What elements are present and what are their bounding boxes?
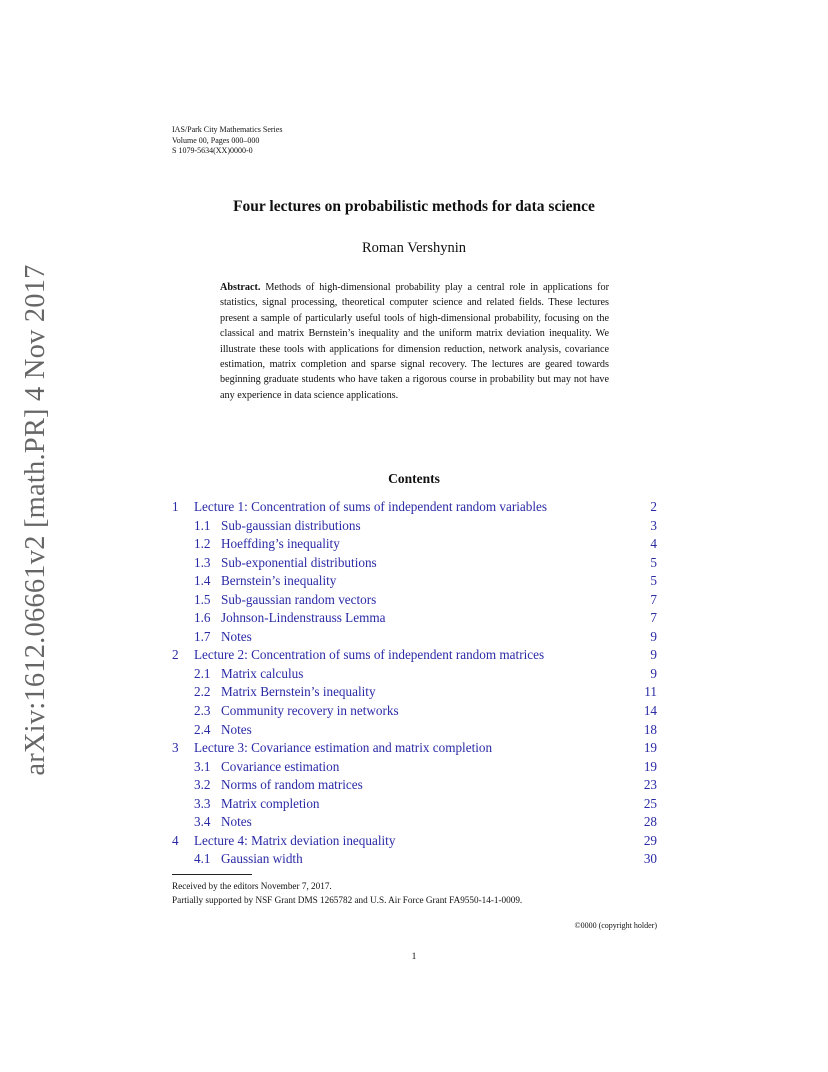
toc-entry-link[interactable]: Sub-exponential distributions [221,554,377,570]
toc-entry-number: 3 [172,740,179,756]
arxiv-stamp-text: arXiv:1612.06661v2 [math.PR] 4 Nov 2017 [20,264,51,776]
toc-entry-link[interactable]: Bernstein’s inequality [221,573,337,589]
toc-entry-number: 3.1 [194,758,211,774]
toc-entry-number: 1.4 [194,573,211,589]
toc-entry-page[interactable]: 5 [650,554,657,570]
toc-entry-number: 2 [172,647,179,663]
toc-entry-page[interactable]: 7 [650,591,657,607]
abstract-text: Methods of high-dimensional probability play a central role in applications for statistics, signal processing, theoretical computer science and related fields. These lectures present a sample of particularly useful tools of high-dimensional probability, focusing on the classical and matrix Bernstein’s inequality and the uniform matrix deviation inequality. We illustrate these tools with applications for dimension reduction, network analysis, covariance estimation, matrix completion and sparse signal recovery. The lectures are geared towards beginning graduate students who have taken a rigorous course in probability but may not have any experience in data science applications. [220,282,609,401]
toc-entry-page[interactable]: 19 [643,758,657,774]
toc-entry-page[interactable]: 9 [650,665,657,681]
toc-entry[interactable] [172,683,657,702]
toc-entry[interactable] [172,776,657,795]
series-name: IAS/Park City Mathematics Series [172,125,283,134]
toc-entry-link[interactable]: Sub-gaussian random vectors [221,591,377,607]
toc-entry-page[interactable]: 11 [644,684,657,700]
toc-entry-number: 1.6 [194,610,211,626]
toc-entry-link[interactable]: Sub-gaussian distributions [221,517,361,533]
toc-entry-link[interactable]: Lecture 2: Concentration of sums of independent random matrices [194,647,545,663]
toc-entry-link[interactable]: Community recovery in networks [221,703,399,719]
toc-entry-page[interactable]: 4 [650,536,657,552]
toc-entry-link[interactable]: Norms of random matrices [221,777,363,793]
toc-entry[interactable] [172,554,657,573]
toc-entry[interactable] [172,665,657,684]
toc-entry-number: 4.1 [194,851,211,867]
page-number: 1 [411,952,417,962]
copyright-notice: ©0000 (copyright holder) [574,921,657,930]
toc-entry-page[interactable]: 18 [643,721,657,737]
toc-entry[interactable] [172,850,657,869]
toc-entry-number: 3.3 [194,795,211,811]
toc-entry[interactable] [172,609,657,628]
contents-heading: Contents [388,471,440,486]
toc-entry-number: 1.1 [194,517,211,533]
toc-entry-link[interactable]: Lecture 3: Covariance estimation and matrix completion [194,740,493,756]
toc-entry[interactable] [172,813,657,832]
footnotes [172,880,522,907]
toc-entry[interactable] [172,517,657,536]
table-of-contents [172,498,657,869]
toc-entry-number: 1.5 [194,591,211,607]
issn-line: S 1079-5634(XX)0000-0 [172,146,253,155]
toc-entry[interactable] [172,702,657,721]
toc-entry-link[interactable]: Lecture 4: Matrix deviation inequality [194,832,396,848]
toc-entry-number: 2.3 [194,703,211,719]
toc-entry-link[interactable]: Notes [221,721,252,737]
toc-entry-link[interactable]: Matrix Bernstein’s inequality [221,684,376,700]
toc-entry-page[interactable]: 9 [650,647,657,663]
toc-entry-link[interactable]: Matrix completion [221,795,320,811]
footnote-received: Received by the editors November 7, 2017. [172,881,332,891]
footnote-funding: Partially supported by NSF Grant DMS 1265782 and U.S. Air Force Grant FA9550-14-1-0009. [172,894,523,905]
author-name: Roman Vershynin [361,240,467,256]
footnote-rule [172,874,252,875]
toc-entry-link[interactable]: Notes [221,628,252,644]
toc-entry[interactable] [172,758,657,777]
toc-entry-page[interactable]: 30 [643,851,657,867]
toc-entry-link[interactable]: Matrix calculus [221,665,304,681]
toc-entry[interactable] [172,535,657,554]
toc-entry-page[interactable]: 3 [650,517,657,533]
toc-entry-number: 1.3 [194,554,211,570]
toc-entry-link[interactable]: Lecture 1: Concentration of sums of independent random variables [194,499,548,514]
toc-entry[interactable] [172,646,657,665]
toc-entry[interactable] [172,721,657,740]
toc-entry-page[interactable]: 19 [643,740,657,756]
toc-entry-number: 3.4 [194,814,211,830]
toc-entry-page[interactable]: 2 [650,499,657,514]
toc-entry-page[interactable]: 25 [643,795,657,811]
toc-entry-number: 1.2 [194,536,211,552]
toc-entry[interactable] [172,739,657,758]
volume-info: Volume 00, Pages 000–000 [172,135,260,145]
toc-entry-page[interactable]: 14 [643,703,657,719]
toc-entry-page[interactable]: 5 [650,573,657,589]
toc-entry-link[interactable]: Covariance estimation [221,758,340,774]
toc-entry[interactable] [172,498,657,517]
toc-entry-number: 4 [172,832,179,848]
toc-entry[interactable] [172,628,657,647]
toc-entry-number: 2.1 [194,665,211,681]
toc-entry-page[interactable]: 7 [650,610,657,626]
toc-entry-page[interactable]: 29 [643,832,657,848]
toc-entry-link[interactable]: Gaussian width [221,851,303,867]
toc-entry[interactable] [172,832,657,851]
series-header [172,125,282,157]
toc-entry-link[interactable]: Notes [221,814,252,830]
toc-entry-number: 1.7 [194,628,211,644]
paper-title: Four lectures on probabilistic methods for data science [233,198,595,215]
toc-entry-link[interactable]: Hoeffding’s inequality [221,536,340,552]
toc-entry-number: 3.2 [194,777,211,793]
toc-entry[interactable] [172,572,657,591]
toc-entry-number: 1 [172,499,179,514]
toc-entry-page[interactable]: 28 [643,814,657,830]
toc-entry-page[interactable]: 9 [650,628,657,644]
toc-entry[interactable] [172,591,657,610]
toc-entry[interactable] [172,795,657,814]
toc-entry-page[interactable]: 23 [643,777,657,793]
toc-entry-number: 2.2 [194,684,211,700]
toc-entry-number: 2.4 [194,721,211,737]
abstract-label: Abstract. [220,282,261,293]
toc-entry-link[interactable]: Johnson-Lindenstrauss Lemma [221,610,386,626]
abstract [220,280,609,403]
